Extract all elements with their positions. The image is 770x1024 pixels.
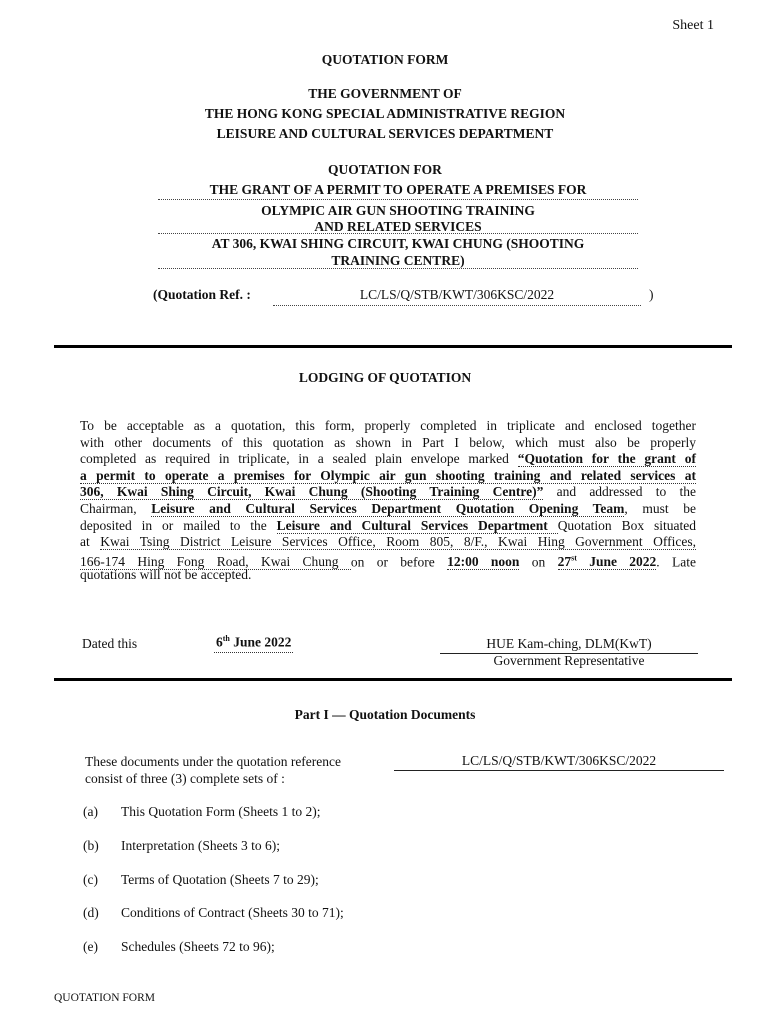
deadline-date	[558, 554, 657, 570]
quotation-for: QUOTATION FOR	[328, 162, 442, 177]
para-text: at	[80, 534, 101, 550]
subject-line-2: OLYMPIC AIR GUN SHOOTING TRAINING	[261, 203, 535, 218]
doc-item-label: (c)	[83, 872, 98, 887]
deadline-day-suffix: st	[571, 553, 577, 563]
dated-label: Dated this	[82, 636, 138, 651]
doc-item-label: (b)	[83, 838, 99, 853]
quotation-ref-label: (Quotation Ref. :	[153, 287, 251, 302]
doc-item-text: This Quotation Form (Sheets 1 to 2);	[121, 804, 321, 819]
para-text: on	[519, 554, 558, 570]
doc-item-text: Conditions of Contract (Sheets 30 to 71);	[121, 905, 344, 920]
para-line	[80, 534, 696, 551]
deadline-time: 12:00 noon	[447, 554, 520, 570]
dated-day-suffix: th	[222, 634, 230, 643]
para-line: quotations will not be accepted.	[80, 567, 252, 583]
para-line: To be acceptable as a quotation, this form, properly completed in triplicate and enclosed together	[80, 418, 696, 433]
form-title: QUOTATION FORM	[321, 52, 449, 67]
doc-item-text: Interpretation (Sheets 3 to 6);	[121, 838, 280, 853]
para-text: and addressed to the	[543, 484, 696, 500]
para-text: . Late	[656, 554, 696, 570]
quotation-ref-value: LC/LS/Q/STB/KWT/306KSC/2022	[273, 287, 641, 306]
envelope-marking: “Quotation for the grant of	[517, 451, 696, 467]
para-line	[80, 484, 696, 501]
representative-title: Government Representative	[493, 653, 645, 668]
opening-team: Leisure and Cultural Services Department Quotation Opening Team	[151, 500, 625, 516]
subject-line-4: AT 306, KWAI SHING CIRCUIT, KWAI CHUNG (SHOOTING	[211, 236, 585, 251]
lodging-heading: LODGING OF QUOTATION	[298, 370, 472, 385]
subject-line-3: AND RELATED SERVICES	[314, 219, 482, 234]
gov-line-1: THE GOVERNMENT OF	[308, 86, 462, 101]
doc-item-label: (e)	[83, 939, 98, 954]
quotation-ref-close: )	[649, 287, 654, 302]
para-line	[80, 501, 696, 518]
gov-line-3: LEISURE AND CULTURAL SERVICES DEPARTMENT	[216, 126, 554, 141]
para-line	[80, 518, 696, 535]
para-text: Quotation Box situated	[557, 517, 696, 533]
part1-intro-line2: consist of three (3) complete sets of :	[85, 771, 285, 786]
doc-item-label: (d)	[83, 905, 99, 920]
part1-ref-value: LC/LS/Q/STB/KWT/306KSC/2022	[394, 753, 724, 771]
subject-rule	[158, 268, 638, 269]
para-text: , must be	[624, 500, 696, 516]
representative-name: HUE Kam-ching, DLM(KwT)	[440, 636, 698, 654]
envelope-marking: 306, Kwai Shing Circuit, Kwai Chung (Shooting Training Centre)”	[80, 484, 544, 500]
para-line	[80, 551, 696, 568]
dated-month-year: June 2022	[229, 634, 292, 650]
subject-rule	[158, 199, 638, 200]
doc-item-text: Terms of Quotation (Sheets 7 to 29);	[121, 872, 319, 887]
deadline-month-year: June 2022	[576, 554, 657, 570]
lodging-paragraph	[80, 418, 696, 584]
para-text: on or before	[350, 554, 448, 570]
envelope-marking: a permit to operate a premises for Olympic air gun shooting training and related services at	[80, 467, 696, 483]
subject-rule	[158, 233, 638, 234]
office-address: 166-174 Hing Fong Road, Kwai Chung	[80, 554, 351, 570]
deadline-day: 27	[557, 554, 572, 570]
section-divider	[54, 345, 732, 348]
para-line: with other documents of this quotation as shown in Part I below, which must also be properly	[80, 434, 696, 450]
para-text: completed as required in triplicate, in a sealed plain envelope marked	[80, 451, 518, 467]
footer-label: QUOTATION FORM	[54, 992, 155, 1004]
para-line	[80, 451, 696, 468]
para-line	[80, 468, 696, 485]
para-text: deposited in or mailed to the	[80, 517, 277, 533]
part1-heading: Part I — Quotation Documents	[294, 707, 476, 722]
dated-value	[214, 634, 293, 653]
subject-line-5: TRAINING CENTRE)	[331, 253, 465, 268]
office-address: Kwai Tsing District Leisure Services Office, Room 805, 8/F., Kwai Hing Government Offices,	[100, 534, 696, 550]
gov-line-2: THE HONG KONG SPECIAL ADMINISTRATIVE REGION	[204, 106, 566, 121]
doc-item-text: Schedules (Sheets 72 to 96);	[121, 939, 275, 954]
sheet-number: Sheet 1	[672, 18, 714, 33]
part1-intro-line1: These documents under the quotation reference	[85, 754, 342, 769]
department-name: Leisure and Cultural Services Department	[276, 517, 558, 533]
section-divider	[54, 678, 732, 681]
doc-item-label: (a)	[83, 804, 98, 819]
para-text: Chairman,	[80, 500, 152, 516]
dated-day: 6	[216, 634, 223, 650]
subject-line-1: THE GRANT OF A PERMIT TO OPERATE A PREMISES FOR	[209, 182, 587, 197]
